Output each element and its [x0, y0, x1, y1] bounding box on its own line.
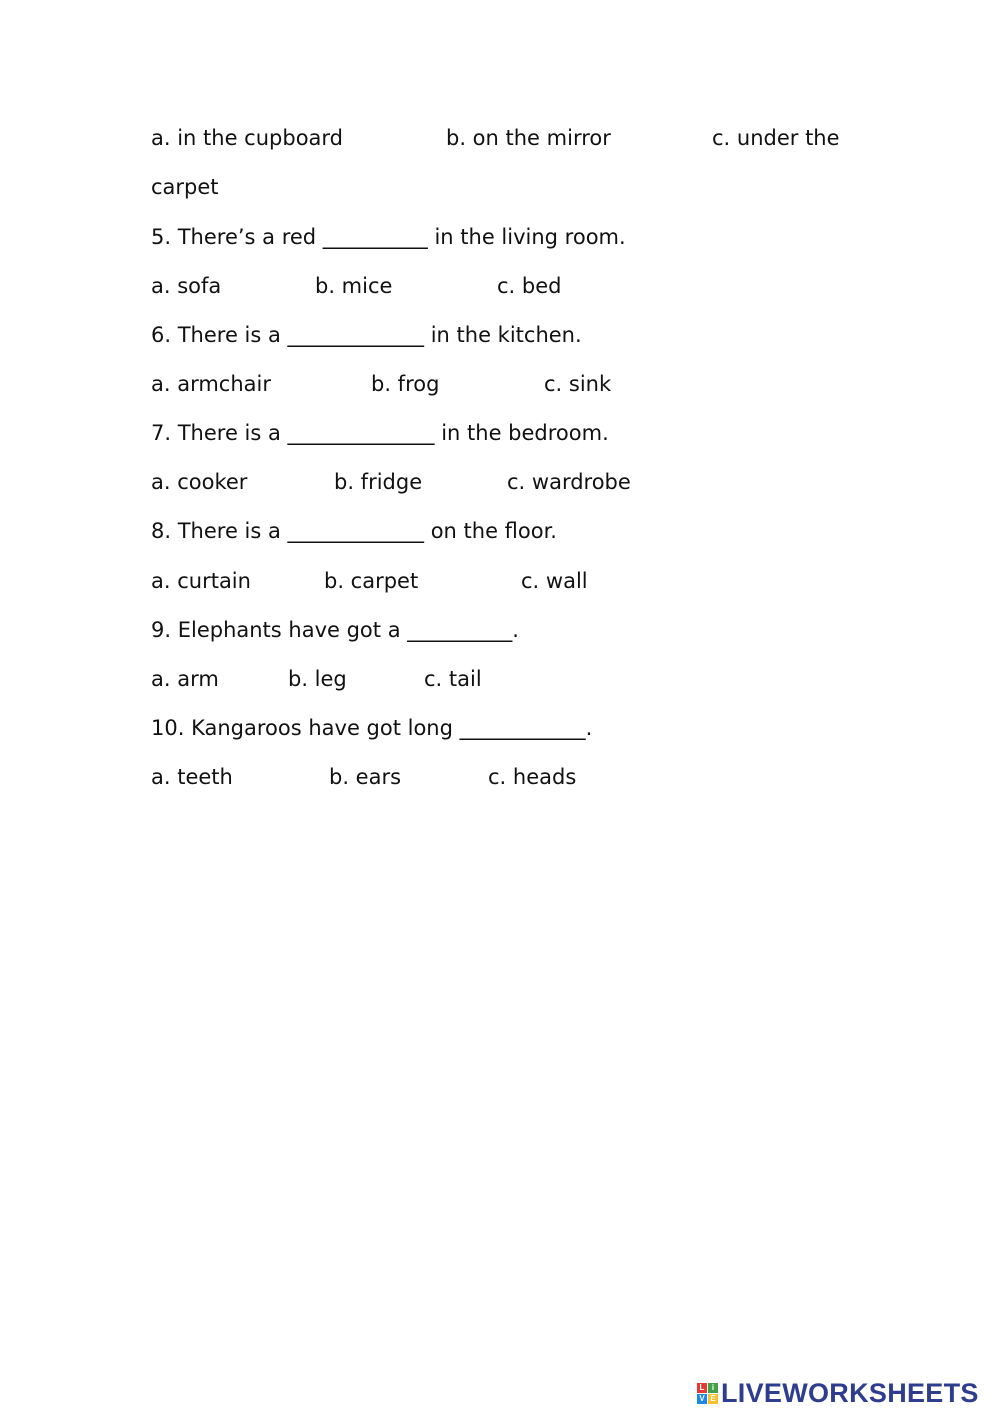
logo-letter-v: V	[697, 1394, 707, 1404]
q9-options-row	[151, 664, 751, 694]
q9-option-c[interactable]: c. tail	[424, 667, 482, 691]
q8-options-row	[151, 566, 751, 596]
q5-options-row	[151, 271, 751, 301]
q10-option-b[interactable]: b. ears	[329, 765, 402, 789]
logo-letter-e: E	[708, 1394, 718, 1404]
q7-question: 7. There is a ______________ in the bedroom.	[151, 421, 609, 445]
logo-letter-i: i	[708, 1383, 718, 1393]
q5-option-b[interactable]: b. mice	[315, 274, 393, 298]
q7-options-row	[151, 467, 751, 497]
logo-letter-l: L	[697, 1383, 707, 1393]
q4-option-c-continuation: carpet	[151, 175, 219, 199]
q4-option-c[interactable]: c. under the	[712, 126, 840, 150]
q5-question: 5. There’s a red __________ in the living room.	[151, 225, 626, 249]
q4-option-a[interactable]: a. in the cupboard	[151, 126, 344, 150]
q10-option-a[interactable]: a. teeth	[151, 765, 233, 789]
q6-question: 6. There is a _____________ in the kitchen.	[151, 323, 582, 347]
liveworksheets-logo	[697, 1377, 979, 1409]
q6-option-b[interactable]: b. frog	[371, 372, 440, 396]
q6-option-c[interactable]: c. sink	[544, 372, 612, 396]
q9-option-b[interactable]: b. leg	[288, 667, 347, 691]
logo-mark-icon	[697, 1383, 718, 1404]
brand-name: LIVEWORKSHEETS	[721, 1377, 979, 1408]
q10-question: 10. Kangaroos have got long ____________.	[151, 716, 593, 740]
q7-option-c[interactable]: c. wardrobe	[507, 470, 631, 494]
q8-option-c[interactable]: c. wall	[521, 569, 588, 593]
q10-option-c[interactable]: c. heads	[488, 765, 577, 789]
q7-option-b[interactable]: b. fridge	[334, 470, 423, 494]
q4-option-b[interactable]: b. on the mirror	[446, 126, 611, 150]
q5-option-a[interactable]: a. sofa	[151, 274, 222, 298]
q9-option-a[interactable]: a. arm	[151, 667, 219, 691]
q10-options-row	[151, 762, 751, 792]
q9-question: 9. Elephants have got a __________.	[151, 618, 519, 642]
q8-option-b[interactable]: b. carpet	[324, 569, 419, 593]
q6-option-a[interactable]: a. armchair	[151, 372, 272, 396]
q8-option-a[interactable]: a. curtain	[151, 569, 251, 593]
q5-option-c[interactable]: c. bed	[497, 274, 562, 298]
q6-options-row	[151, 369, 751, 399]
q4-options-row	[151, 123, 871, 153]
q7-option-a[interactable]: a. cooker	[151, 470, 248, 494]
q8-question: 8. There is a _____________ on the floor.	[151, 519, 557, 543]
